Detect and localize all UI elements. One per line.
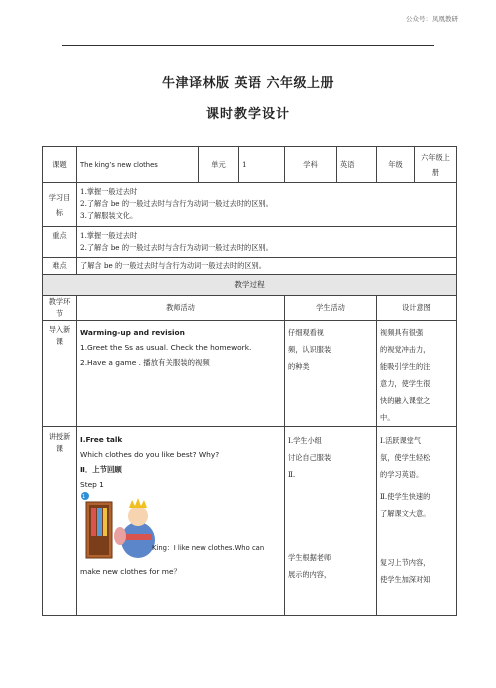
- intro-student: [285, 321, 377, 427]
- grade-label: 年级: [377, 147, 415, 183]
- story-caption-continued: make new clothes for me？: [80, 567, 181, 576]
- process-heading-row: [43, 275, 457, 296]
- goals-label: 学习目标: [43, 183, 77, 227]
- new-lesson-student: [285, 427, 377, 616]
- purpose-line: Ⅰ.活跃课堂气: [380, 436, 422, 445]
- column-teacher: 教师活动: [77, 296, 285, 321]
- purpose-line: 意力，使学生很: [380, 379, 431, 388]
- new-lesson-stage: 讲授新课: [43, 427, 77, 616]
- purpose-line: 复习上节内容，: [380, 558, 431, 567]
- header-row: [43, 147, 457, 183]
- goals-content: [77, 183, 457, 227]
- story-illustration: [80, 492, 281, 562]
- key-points-content: [77, 227, 457, 258]
- process-heading: 教学过程: [43, 275, 457, 296]
- goal-item: 3.了解服装文化。: [80, 211, 138, 220]
- student-line: 频，认识服装: [288, 345, 332, 354]
- document-subtitle: 课时教学设计: [205, 107, 290, 122]
- free-talk-question: Which clothes do you like best? Why?: [80, 450, 220, 459]
- lesson-plan-table: [42, 146, 457, 616]
- purpose-line: 能吸引学生的注: [380, 362, 431, 371]
- key-point-item: 1.掌握一般过去时: [80, 231, 138, 240]
- intro-stage: 导入新课: [43, 321, 77, 427]
- purpose-line: 中。: [380, 413, 395, 422]
- purpose-line: 视频具有很强: [380, 328, 424, 337]
- purpose-line: 了解课文大意。: [380, 509, 431, 518]
- story-caption: King：I like new clothes.Who can: [152, 544, 265, 552]
- column-stage: 教学环节: [43, 296, 77, 321]
- header-rule: [62, 45, 434, 46]
- student-line: Ⅱ.: [288, 470, 296, 479]
- key-point-item: 2.了解含 be 的一般过去时与含行为动词一般过去时的区别。: [80, 243, 273, 252]
- key-points-row: [43, 227, 457, 258]
- unit-label: 单元: [199, 147, 239, 183]
- goals-row: [43, 183, 457, 227]
- student-line: 仔细观看视: [288, 328, 324, 337]
- watermark: 公众号：凤凰教研: [406, 15, 458, 23]
- purpose-line: 氛，使学生轻松: [380, 453, 431, 462]
- key-points-label: 重点: [43, 227, 77, 258]
- student-line: 讨论自己服装: [288, 453, 332, 462]
- goal-item: 2.了解含 be 的一般过去时与含行为动词一般过去时的区别。: [80, 199, 273, 208]
- student-line: 的种类: [288, 362, 310, 371]
- free-talk-title: Ⅰ.Free talk: [80, 435, 123, 444]
- step-badge: 1: [82, 494, 86, 500]
- purpose-line: 的视觉冲击力，: [380, 345, 431, 354]
- warmup-title: Warming-up and revision: [80, 328, 185, 337]
- purpose-line: 使学生加深对知: [380, 575, 431, 584]
- column-student: 学生活动: [285, 296, 377, 321]
- new-lesson-purpose: [377, 427, 457, 616]
- unit-value: 1: [239, 147, 285, 183]
- new-lesson-row: [43, 427, 457, 616]
- review-title: Ⅱ．上节回顾: [80, 465, 122, 474]
- column-purpose: 设计意图: [377, 296, 457, 321]
- grade-value: 六年级上册: [415, 147, 457, 183]
- intro-teacher: [77, 321, 285, 427]
- difficulty-row: [43, 258, 457, 275]
- purpose-line: 快的融入课堂之: [380, 396, 431, 405]
- purpose-line: 的学习英语。: [380, 470, 424, 479]
- new-lesson-teacher: [77, 427, 285, 616]
- purpose-line: Ⅱ.使学生快速的: [380, 492, 431, 501]
- difficulty-label: 难点: [43, 258, 77, 275]
- subject-label: 学科: [285, 147, 337, 183]
- difficulty-content: 了解含 be 的一般过去时与含行为动词一般过去时的区别。: [77, 258, 457, 275]
- teacher-step: 1.Greet the Ss as usual. Check the homework.: [80, 343, 252, 352]
- topic-value: The king’s new clothes: [77, 147, 199, 183]
- process-columns-row: [43, 296, 457, 321]
- document-title: 牛津译林版 英语 六年级上册: [161, 76, 335, 91]
- goal-item: 1.掌握一般过去时: [80, 187, 138, 196]
- subject-value: 英语: [337, 147, 377, 183]
- step-label: Step 1: [80, 480, 104, 489]
- intro-row: [43, 321, 457, 427]
- student-line: 学生根据老师: [288, 553, 332, 562]
- topic-label: 课题: [43, 147, 77, 183]
- student-line: Ⅰ.学生小组: [288, 436, 322, 445]
- teacher-step: 2.Have a game . 播放有关服装的视频: [80, 358, 210, 367]
- student-line: 展示的内容，: [288, 570, 332, 579]
- intro-purpose: [377, 321, 457, 427]
